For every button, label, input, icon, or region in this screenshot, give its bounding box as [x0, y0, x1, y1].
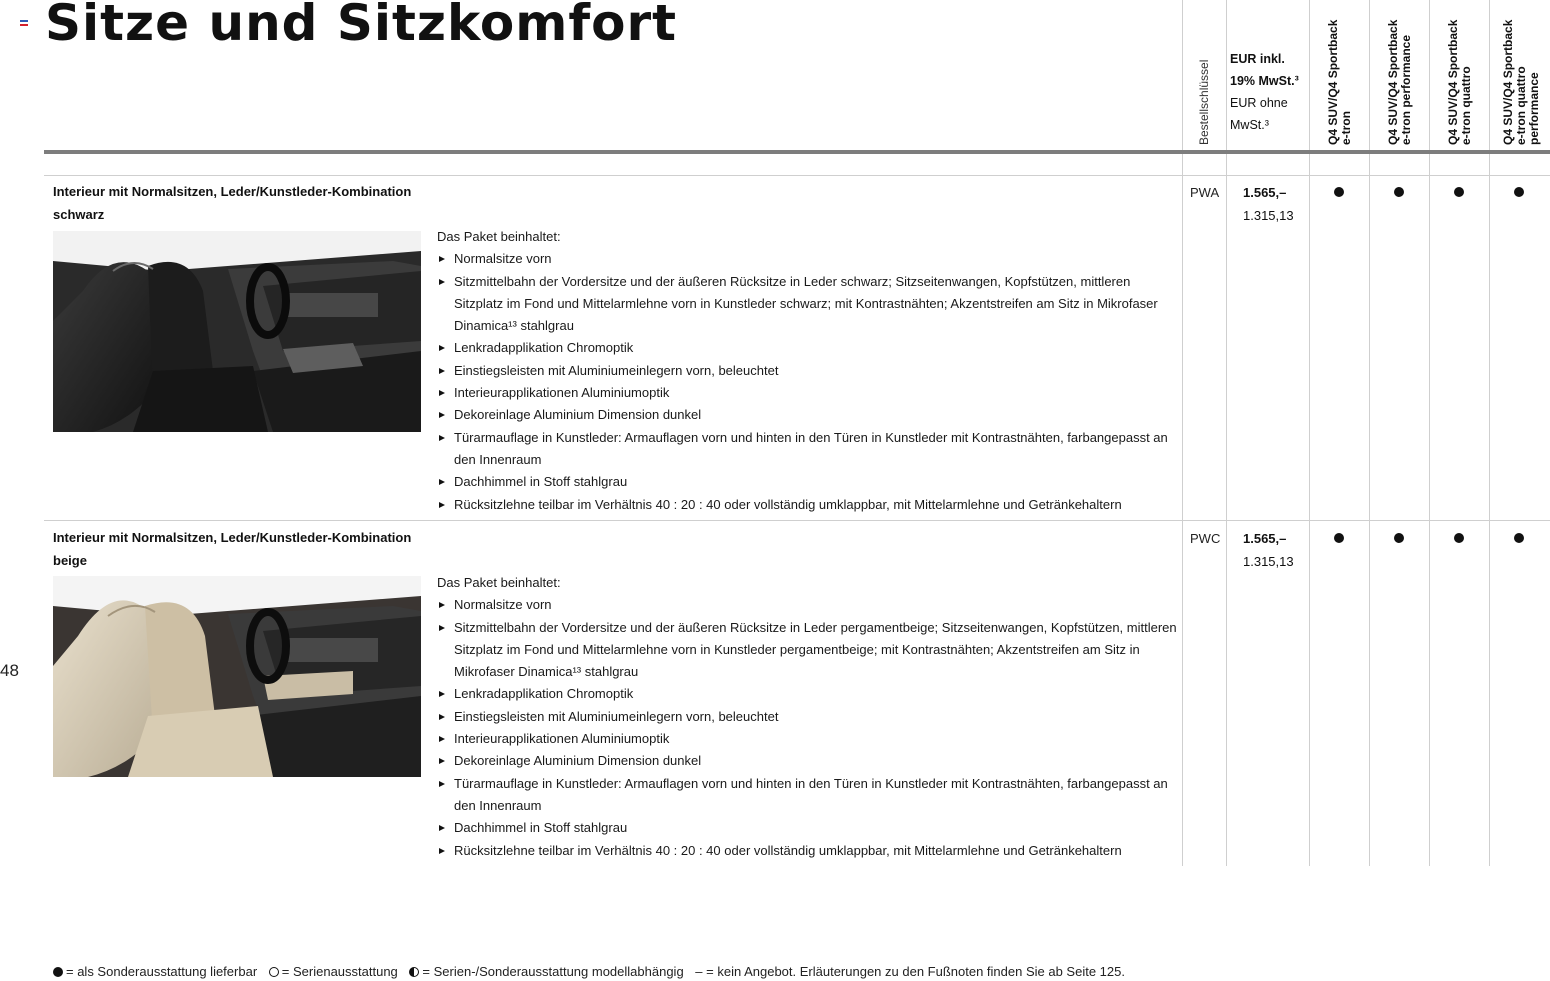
package-item: Türarmauflage in Kunstleder: Armauflagen vorn und hinten in den Türen in Kunstleder mit Kontrastnähten, farbangepasst an den Innenraum: [437, 427, 1177, 472]
availability-dot: [1334, 533, 1344, 543]
legend-text: = Serienausstattung: [281, 964, 398, 979]
option-title-line: Interieur mit Normalsitzen, Leder/Kunstleder-Kombination: [53, 184, 412, 199]
price-incl-header: EUR inkl.: [1230, 52, 1285, 66]
interior-beige-seats-photo: [53, 576, 421, 777]
price-excl-header: MwSt.³: [1230, 118, 1269, 132]
package-item: Türarmauflage in Kunstleder: Armauflagen vorn und hinten in den Türen in Kunstleder mit Kontrastnähten, farbangepasst an den Innenraum: [437, 773, 1177, 818]
availability-dot: [1514, 187, 1524, 197]
row-divider: [44, 520, 1550, 521]
package-item: Normalsitze vorn: [437, 594, 1177, 616]
price-header: [1230, 48, 1299, 136]
model-header-line: e-tron: [1339, 111, 1353, 145]
package-item: Dachhimmel in Stoff stahlgrau: [437, 817, 1177, 839]
package-item: Rücksitzlehne teilbar im Verhältnis 40 : 20 : 40 oder vollständig umklappbar, mit Mittelarmlehne und Getränkehaltern: [437, 494, 1177, 516]
column-divider: [1429, 0, 1430, 866]
price-excl-header: EUR ohne: [1230, 96, 1288, 110]
order-code: PWA: [1190, 185, 1220, 200]
page-title: Sitze und Sitzkomfort: [45, 0, 678, 52]
model-header: [1327, 20, 1353, 145]
column-divider: [1182, 0, 1183, 866]
price-cell: [1243, 181, 1294, 227]
model-header-line: performance: [1527, 72, 1541, 145]
column-divider: [1226, 0, 1227, 866]
option-title: [53, 527, 433, 572]
legend-text: = als Sonderausstattung lieferbar: [66, 964, 258, 979]
empty-circle-icon: [269, 967, 279, 977]
order-code: PWC: [1190, 531, 1221, 546]
package-item: Interieurapplikationen Aluminiumoptik: [437, 382, 1177, 404]
legend-item: [409, 964, 683, 979]
package-description: [437, 572, 1177, 862]
package-item: Dekoreinlage Aluminium Dimension dunkel: [437, 750, 1177, 772]
model-header-line: e-tron quattro: [1514, 66, 1528, 145]
model-header-line: Q4 SUV/Q4 Sportback: [1501, 19, 1515, 145]
package-item: Sitzmittelbahn der Vordersitze und der äußeren Rücksitze in Leder schwarz; Sitzseitenwangen, Kopfstützen, mittleren Sitzplatz im Fond und Mittelarmlehne vorn in Kunstleder schwarz; mit Kontrastnähten; Akzentstreifen am Sitz in Mikrofaser Dinamica¹³ stahlgrau: [437, 271, 1177, 338]
availability-dot: [1454, 533, 1464, 543]
availability-dot: [1334, 187, 1344, 197]
package-item: Lenkradapplikation Chromoptik: [437, 337, 1177, 359]
price-incl: 1.565,–: [1243, 185, 1287, 200]
package-item: Einstiegsleisten mit Aluminiumeinlegern vorn, beleuchtet: [437, 360, 1177, 382]
model-header-line: e-tron performance: [1399, 34, 1413, 145]
column-divider: [1489, 0, 1490, 866]
legend-text: = Serien-/Sonderausstattung modellabhängig: [422, 964, 684, 979]
package-item: Einstiegsleisten mit Aluminiumeinlegern vorn, beleuchtet: [437, 706, 1177, 728]
price-incl-header: 19% MwSt.³: [1230, 74, 1299, 88]
availability-dot: [1454, 187, 1464, 197]
interior-black-seats-photo: [53, 231, 421, 432]
package-item: Lenkradapplikation Chromoptik: [437, 683, 1177, 705]
option-title: [53, 181, 433, 226]
price-cell: [1243, 527, 1294, 573]
model-header: [1447, 20, 1473, 145]
model-header-line: Q4 SUV/Q4 Sportback: [1446, 19, 1460, 145]
order-key-header: Bestellschlüssel: [1197, 59, 1211, 145]
package-item-list: [437, 594, 1177, 862]
price-excl: 1.315,13: [1243, 554, 1294, 569]
filled-circle-icon: [53, 967, 63, 977]
price-excl: 1.315,13: [1243, 208, 1294, 223]
package-item: Dachhimmel in Stoff stahlgrau: [437, 471, 1177, 493]
package-item: Sitzmittelbahn der Vordersitze und der äußeren Rücksitze in Leder pergamentbeige; Sitzseitenwangen, Kopfstützen, mittleren Sitzplatz im Fond und Mittelarmlehne vorn in Kunstleder pergamentbeige; mit Kontrastnähten; Akzentstreifen am Sitz in Mikrofaser Dinamica¹³ stahlgrau: [437, 617, 1177, 684]
availability-dot: [1394, 533, 1404, 543]
model-header: [1502, 20, 1541, 145]
model-header-line: Q4 SUV/Q4 Sportback: [1326, 19, 1340, 145]
model-header-line: e-tron quattro: [1459, 66, 1473, 145]
legend-item: – = kein Angebot. Erläuterungen zu den Fußnoten finden Sie ab Seite 125.: [695, 964, 1125, 979]
package-item: Dekoreinlage Aluminium Dimension dunkel: [437, 404, 1177, 426]
header-rule: [44, 150, 1550, 154]
price-incl: 1.565,–: [1243, 531, 1287, 546]
page-number: 48: [0, 661, 19, 680]
column-divider: [1309, 0, 1310, 866]
package-description: [437, 226, 1177, 516]
package-item: Interieurapplikationen Aluminiumoptik: [437, 728, 1177, 750]
option-title-line: beige: [53, 552, 87, 568]
legend: [53, 964, 1133, 979]
package-intro: Das Paket beinhaltet:: [437, 575, 561, 590]
package-item-list: [437, 248, 1177, 516]
model-header: [1387, 20, 1413, 145]
row-divider: [44, 175, 1550, 176]
model-header-line: Q4 SUV/Q4 Sportback: [1386, 19, 1400, 145]
column-divider: [1369, 0, 1370, 866]
package-intro: Das Paket beinhaltet:: [437, 229, 561, 244]
legend-item: [53, 964, 257, 979]
flag-icon: [20, 20, 28, 26]
legend-item: [269, 964, 398, 979]
availability-dot: [1394, 187, 1404, 197]
package-item: Rücksitzlehne teilbar im Verhältnis 40 : 20 : 40 oder vollständig umklappbar, mit Mittelarmlehne und Getränkehaltern: [437, 840, 1177, 862]
availability-dot: [1514, 533, 1524, 543]
option-title-line: schwarz: [53, 206, 105, 222]
half-circle-icon: [409, 967, 419, 977]
package-item: Normalsitze vorn: [437, 248, 1177, 270]
option-title-line: Interieur mit Normalsitzen, Leder/Kunstleder-Kombination: [53, 530, 412, 545]
